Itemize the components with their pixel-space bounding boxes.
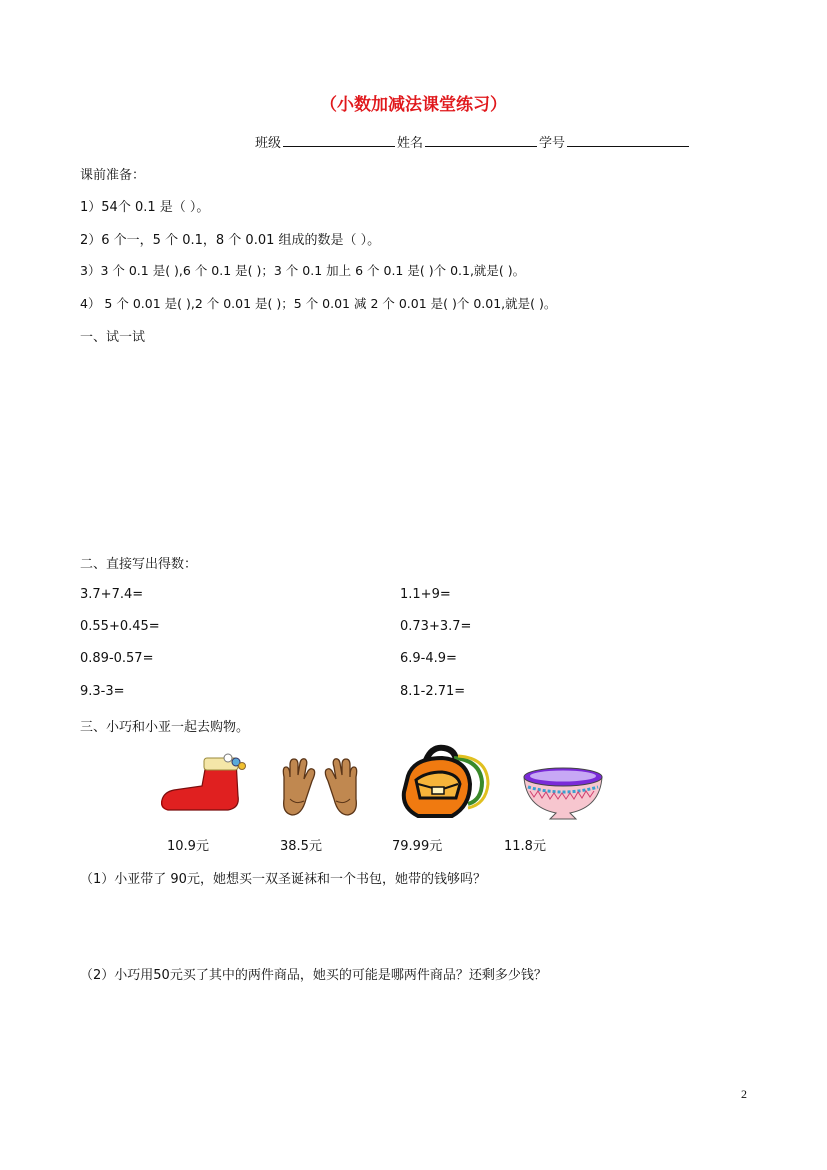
question-1: （1）小亚带了 90元，她想买一双圣诞袜和一个书包，她带的钱够吗？: [80, 872, 486, 887]
calc-right-3: 6.9-4.9=: [400, 651, 457, 666]
price-backpack: 79.99元: [392, 839, 443, 854]
class-blank[interactable]: [283, 133, 395, 147]
calc-right-2: 0.73+3.7=: [400, 619, 472, 634]
sock-icon: [158, 752, 250, 816]
class-label: 班级: [255, 136, 282, 151]
section1-heading: 一、试一试: [80, 330, 146, 345]
page-number: 2: [741, 1087, 747, 1101]
price-sock: 10.9元: [167, 839, 209, 854]
section3-heading: 三、小巧和小亚一起去购物。: [80, 720, 250, 735]
prep-item-4: 4） 5 个 0.01 是( ),2 个 0.01 是( )；5 个 0.01 减 2 个 0.01 是( )个 0.01,就是( )。: [80, 296, 557, 311]
bowl-icon: [520, 763, 606, 823]
section2-heading: 二、直接写出得数：: [80, 557, 198, 572]
prep-item-2: 2）6 个一，5 个 0.1，8 个 0.01 组成的数是（ ）。: [80, 233, 381, 248]
backpack-icon: [396, 744, 494, 822]
calc-left-2: 0.55+0.45=: [80, 619, 160, 634]
price-gloves: 38.5元: [280, 839, 322, 854]
id-label: 学号: [539, 136, 566, 151]
price-bowl: 11.8元: [504, 839, 546, 854]
prep-item-1: 1）54个 0.1 是（ ）。: [80, 200, 210, 215]
student-info-line: [255, 132, 691, 151]
calc-left-3: 0.89-0.57=: [80, 651, 154, 666]
id-blank[interactable]: [567, 133, 689, 147]
page-title: （小数加减法课堂练习）: [320, 95, 507, 115]
calc-right-4: 8.1-2.71=: [400, 684, 466, 699]
name-blank[interactable]: [425, 133, 537, 147]
question-2: （2）小巧用50元买了其中的两件商品，她买的可能是哪两件商品？还剩多少钱？: [80, 968, 547, 983]
calc-left-4: 9.3-3=: [80, 684, 125, 699]
gloves-icon: [276, 755, 364, 821]
prep-heading: 课前准备：: [80, 168, 146, 183]
calc-right-1: 1.1+9=: [400, 587, 451, 602]
name-label: 姓名: [397, 136, 424, 151]
calc-left-1: 3.7+7.4=: [80, 587, 144, 602]
prep-item-3: 3）3 个 0.1 是( ),6 个 0.1 是( )；3 个 0.1 加上 6 个 0.1 是( )个 0.1,就是( )。: [80, 263, 526, 278]
